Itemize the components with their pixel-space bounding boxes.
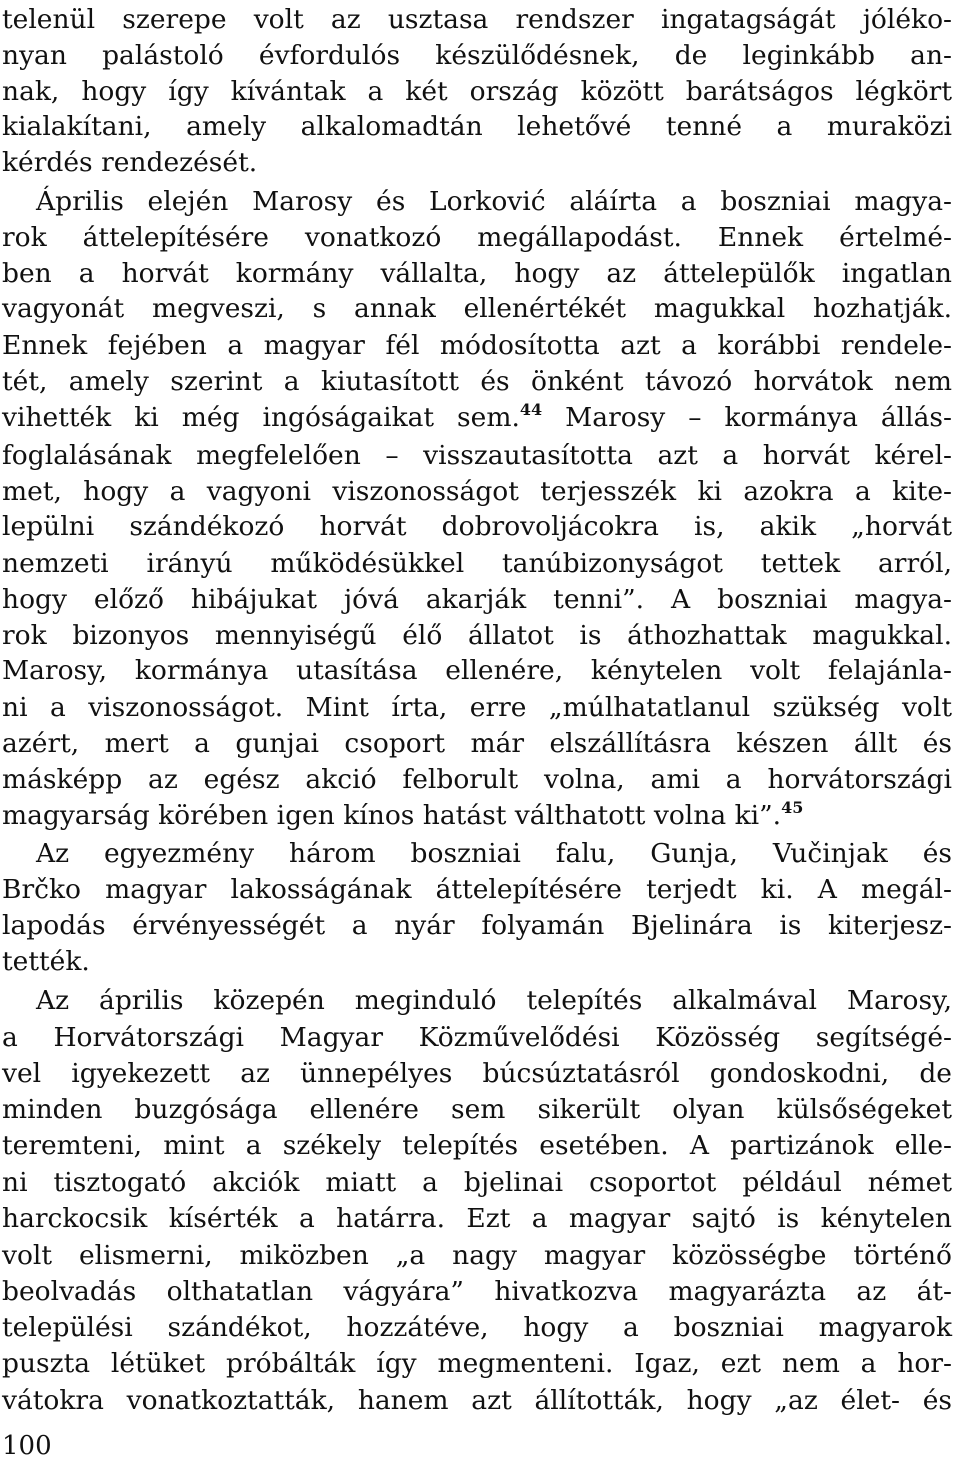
line-text: nemzeti irányú működésükkel tanúbizonyságot tettek arról,: [2, 548, 952, 579]
line-text: Ennek fejében a magyar fél módosította azt a korábbi rendele-: [2, 330, 952, 361]
line-text-after: Marosy – kormánya állás-: [542, 402, 952, 433]
line-text: tették.: [2, 946, 90, 977]
line-text: kérdés rendezését.: [2, 147, 258, 178]
line-text: puszta létüket próbálták így megmenteni. Igaz, ezt nem a hor-: [2, 1348, 952, 1379]
text-line: [2, 764, 952, 796]
line-text: hogy előző hibájukat jóvá akarják tenni”. A boszniai magya-: [2, 584, 952, 615]
text-line: [2, 946, 952, 978]
text-line: [2, 402, 952, 434]
line-text: lepülni szándékozó horvát dobrovoljácokra is, akik „horvát: [2, 511, 952, 542]
text-line: [2, 258, 952, 290]
text-line: [2, 1385, 952, 1417]
line-text: települési szándékot, hozzátéve, hogy a boszniai magyarok: [2, 1312, 952, 1343]
text-line: [2, 1203, 952, 1235]
line-text: Az egyezmény három boszniai falu, Gunja, Vučinjak és: [36, 838, 952, 869]
line-text: másképp az egész akció felborult volna, ami a horvátországi: [2, 764, 952, 795]
text-line: [2, 40, 952, 72]
line-text: ben a horvát kormány vállalta, hogy az áttelepülők ingatlan: [2, 258, 952, 289]
line-text: rok áttelepítésére vonatkozó megállapodást. Ennek értelmé-: [2, 222, 952, 253]
text-line: [2, 440, 952, 472]
text-line: [2, 222, 952, 254]
line-text: met, hogy a vagyoni viszonosságot terjesszék ki azokra a kite-: [2, 476, 952, 507]
text-line: [2, 1130, 952, 1162]
text-line: [2, 728, 952, 760]
text-line: [2, 1348, 952, 1380]
line-text: foglalásának megfelelően – visszautasította azt a horvát kérel-: [2, 440, 952, 471]
line-text: tét, amely szerint a kiutasított és önként távozó horvátok nem: [2, 366, 952, 397]
line-text: Brčko magyar lakosságának áttelepítésére terjedt ki. A megál-: [2, 874, 952, 905]
line-text: ni a viszonosságot. Mint írta, erre „múlhatatlanul szükség volt: [2, 692, 952, 723]
line-text: a Horvátországi Magyar Közművelődési Közösség segítségé-: [2, 1022, 952, 1053]
line-text: vihették ki még ingóságaikat sem.: [2, 402, 520, 433]
text-line: [2, 1240, 952, 1272]
text-line: [2, 1312, 952, 1344]
text-line: [2, 476, 952, 508]
text-line: [2, 76, 952, 108]
line-text: kialakítani, amely alkalomadtán lehetővé tenné a muraközi: [2, 111, 952, 142]
text-line: [2, 910, 952, 942]
line-text: rok bizonyos mennyiségű élő állatot is áthozhattak magukkal.: [2, 620, 952, 651]
text-line: [2, 1167, 952, 1199]
text-line: [2, 111, 952, 143]
text-line: [2, 800, 952, 832]
text-line: [2, 366, 952, 398]
line-text: Április elején Marosy és Lorković aláírta a boszniai magya-: [36, 186, 952, 217]
line-text: nak, hogy így kívántak a két ország között barátságos légkört: [2, 76, 952, 107]
line-text: magyarság körében igen kínos hatást válthatott volna ki”.: [2, 800, 782, 831]
line-text: azért, mert a gunjai csoport már elszállításra készen állt és: [2, 728, 952, 759]
line-text: Az április közepén meginduló telepítés alkalmával Marosy,: [36, 985, 952, 1016]
text-line: [2, 1022, 952, 1054]
line-text: vagyonát megveszi, s annak ellenértékét magukkal hozhatják.: [2, 293, 952, 324]
text-line: [2, 1276, 952, 1308]
line-text: nyan palástoló évfordulós készülődésnek, de leginkább an-: [2, 40, 952, 71]
text-line: [2, 1058, 952, 1090]
text-line: [2, 330, 952, 362]
footnote-ref: 44: [519, 400, 543, 419]
text-line: [36, 985, 952, 1017]
text-line: [2, 874, 952, 906]
line-text: minden buzgósága ellenére sem sikerült olyan külsőségeket: [2, 1094, 952, 1125]
text-line: [2, 147, 952, 179]
text-line: [2, 511, 952, 543]
line-text: Marosy, kormánya utasítása ellenére, kénytelen volt felajánla-: [2, 655, 952, 686]
line-text: vátokra vonatkoztatták, hanem azt állították, hogy „az élet- és: [2, 1385, 952, 1416]
text-line: [2, 655, 952, 687]
page-number: 100: [2, 1431, 52, 1461]
text-line: [2, 548, 952, 580]
text-line: [2, 4, 952, 36]
line-text: lapodás érvényességét a nyár folyamán Bjelinára is kiterjesz-: [2, 910, 952, 941]
text-line: [2, 620, 952, 652]
line-text: telenül szerepe volt az usztasa rendszer ingatagságát jóléko-: [2, 4, 952, 35]
line-text: vel igyekezett az ünnepélyes búcsúztatásról gondoskodni, de: [2, 1058, 952, 1089]
text-line: [2, 692, 952, 724]
footnote-ref: 45: [781, 798, 804, 817]
line-text: beolvadás olthatatlan vágyára” hivatkozva magyarázta az át-: [2, 1276, 952, 1307]
text-line: [2, 1094, 952, 1126]
line-text: volt elismerni, miközben „a nagy magyar közösségbe történő: [2, 1240, 952, 1271]
text-line: [2, 293, 952, 325]
text-line: [36, 186, 952, 218]
text-line: [36, 838, 952, 870]
line-text: ni tisztogató akciók miatt a bjelinai csoportot például német: [2, 1167, 952, 1198]
text-line: [2, 584, 952, 616]
line-text: teremteni, mint a székely telepítés esetében. A partizánok elle-: [2, 1130, 952, 1161]
line-text: harckocsik kísérték a határra. Ezt a magyar sajtó is kénytelen: [2, 1203, 952, 1234]
